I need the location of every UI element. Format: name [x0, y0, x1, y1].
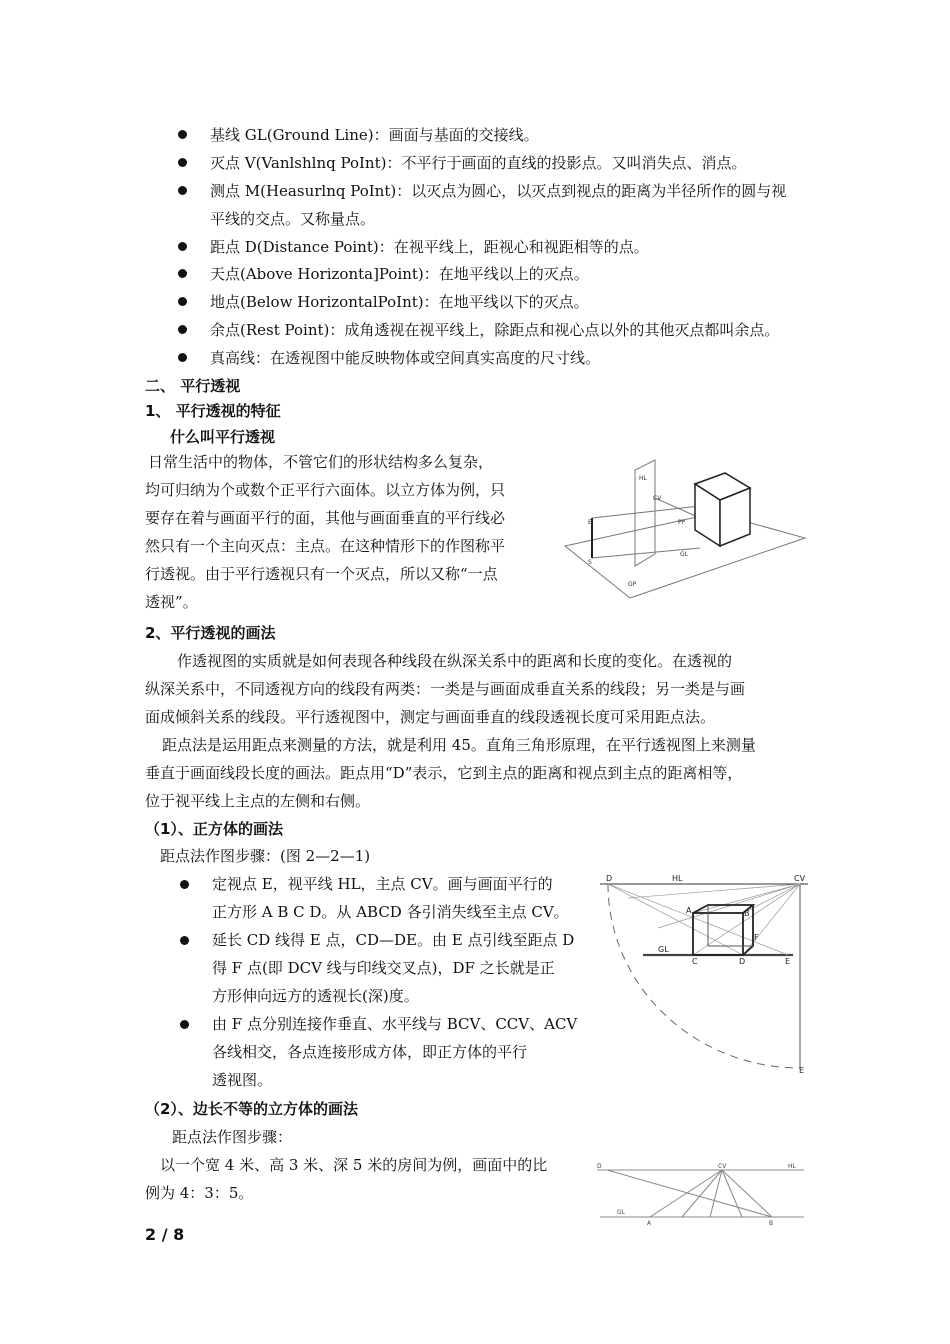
fig2-label: GL [658, 945, 669, 954]
room-example-paragraph [145, 1151, 547, 1207]
method-paragraph-2 [145, 731, 756, 815]
paragraph-line: 然只有一个主向灭点：主点。在这种情形下的作图称平 [145, 537, 506, 555]
paragraph-line: 距点法是运用距点来测量的方法，就是利用 45。直角三角形原理，在平行透视图上来测量 [162, 736, 756, 754]
fig3-label: A [647, 1220, 652, 1227]
cube [695, 473, 750, 546]
section-heading: 二、 平行透视 [145, 377, 241, 395]
fig2-label: CV [794, 874, 806, 883]
steps-intro: 距点法作图步骤： [172, 1128, 293, 1146]
definition-ground-line: 基线 GL(Ground Line)：画面与基面的交接线。 [210, 126, 539, 144]
fig1-label: S [588, 559, 592, 566]
definition-vanishing-point: 灭点 V(Vanlshlnq PoInt)：不平行于画面的直线的投影点。又叫消失点、消点。 [210, 154, 747, 172]
fig2-label: B [744, 909, 750, 918]
fig3-label: D [597, 1163, 602, 1170]
step-3 [212, 1010, 577, 1094]
fig2-label: HL [672, 874, 683, 883]
paragraph-line: 透视图。 [212, 1071, 273, 1089]
steps-intro: 距点法作图步骤：(图 2—2—1) [160, 847, 371, 865]
definition-measuring-point: 测点 M(Heasurlnq PoInt)：以灭点为圆心，以灭点到视点的距离为半径所作的圆与视 [210, 182, 787, 200]
parallel-perspective-paragraph [145, 448, 505, 616]
paragraph-line: 例为 4：3：5。 [145, 1184, 254, 1202]
fig1-label: GL [680, 551, 688, 558]
fig2-label: E [799, 1066, 805, 1075]
definition-rest-point: 余点(Rest Point)：成角透视在视平线上，除距点和视心点以外的其他灭点都叫余点。 [210, 321, 780, 339]
method-paragraph-1 [145, 647, 745, 731]
paragraph-line: 均可归纳为个或数个正平行六面体。以立方体为例，只 [145, 481, 506, 499]
paragraph-line: 垂直于画面线段长度的画法。距点用“D”表示，它到主点的距离和视点到主点的距离相等， [145, 764, 743, 782]
paragraph-line: 定视点 E，视平线 HL，主点 CV。画与画面平行的 [212, 875, 553, 893]
paragraph-line: 各线相交，各点连接形成方体，即正方体的平行 [212, 1043, 528, 1061]
bullet [180, 936, 189, 945]
fig2-label: F [754, 933, 759, 942]
paragraph-line: 正方形 A B C D。从 ABCD 各引消失线至主点 CV。 [212, 903, 569, 921]
paragraph-line: 由 F 点分别连接作垂直、水平线与 BCV、CCV、ACV [212, 1015, 578, 1033]
fig3-label: HL [788, 1163, 796, 1170]
bullet [178, 186, 187, 195]
bullet [178, 297, 187, 306]
paragraph-line: 位于视平线上主点的左侧和右侧。 [145, 792, 371, 810]
bullet [178, 130, 187, 139]
paragraph-line: 作透视图的实质就是如何表现各种线段在纵深关系中的距离和长度的变化。在透视的 [177, 652, 733, 670]
definition-true-height-line: 真高线：在透视图中能反映物体或空间真实高度的尺寸线。 [210, 349, 601, 367]
paragraph-line: 得 F 点(即 DCV 线与印线交叉点)，DF 之长就是正 [212, 959, 555, 977]
subsection-heading: 1、 平行透视的特征 [145, 402, 281, 420]
paragraph-line: 纵深关系中，不同透视方向的线段有两类：一类是与画面成垂直关系的线段；另一类是与画 [145, 680, 746, 698]
question-heading: 什么叫平行透视 [170, 428, 276, 446]
paragraph-line: 透视”。 [145, 593, 198, 611]
projection-line [655, 498, 700, 518]
step-1 [212, 870, 569, 926]
fig2-label: E [785, 957, 791, 966]
bullet [180, 1020, 189, 1029]
definition-below-horizon-point: 地点(Below HorizontalPoInt)：在地平线以下的灭点。 [210, 293, 589, 311]
fig1-label: CV [653, 495, 662, 502]
paragraph-line: 要存在着与画面平行的面，其他与画面垂直的平行线必 [145, 509, 506, 527]
fig3-label: GL [617, 1209, 625, 1216]
bullet [178, 158, 187, 167]
room-perspective-figure [592, 1158, 808, 1230]
subsection-heading: （2）、边长不等的立方体的画法 [145, 1100, 358, 1118]
fig1-label: GP [628, 581, 637, 588]
fig1-label: HL [639, 475, 647, 482]
paragraph-line: 方形伸向远方的透视长(深)度。 [212, 987, 419, 1005]
subsection-heading: 2、平行透视的画法 [145, 624, 276, 642]
bullet [178, 325, 187, 334]
subsection-heading: （1）、正方体的画法 [145, 820, 283, 838]
bullet [178, 269, 187, 278]
fig3-label: B [769, 1220, 774, 1227]
paragraph-line: 行透视。由于平行透视只有一个灭点，所以又称“一点 [145, 565, 498, 583]
paragraph-line: 面成倾斜关系的线段。平行透视图中，测定与画面垂直的线段透视长度可采用距点法。 [145, 708, 716, 726]
fig1-label: E [588, 519, 592, 526]
bullet [178, 242, 187, 251]
fig1-label: PP [678, 519, 686, 526]
definition-above-horizon-point: 天点(Above Horizonta]Point)：在地平线以上的灭点。 [210, 265, 589, 283]
page-number: 2 / 8 [145, 1225, 185, 1244]
distance-point-cube-figure [588, 868, 813, 1080]
fig3-label: CV [718, 1163, 727, 1170]
step-2 [212, 926, 574, 1010]
fig2-label: D [606, 874, 613, 883]
bullet [178, 353, 187, 362]
fig2-label: D [739, 957, 746, 966]
definition-distance-point: 距点 D(Distance Point)：在视平线上，距视心和视距相等的点。 [210, 238, 649, 256]
paragraph-line: 延长 CD 线得 E 点，CD—DE。由 E 点引线至距点 D [212, 931, 575, 949]
distance-arc [608, 884, 800, 1068]
definition-measuring-point-cont: 平线的交点。又称量点。 [210, 210, 376, 228]
horizon-line [592, 506, 700, 518]
perspective-setup-figure [560, 458, 810, 606]
bullet [180, 880, 189, 889]
paragraph-line: 日常生活中的物体，不管它们的形状结构多么复杂， [148, 453, 494, 471]
fig2-label: A [686, 906, 692, 915]
fig2-label: C [692, 957, 698, 966]
paragraph-line: 以一个宽 4 米、高 3 米、深 5 米的房间为例，画面中的比 [160, 1156, 548, 1174]
